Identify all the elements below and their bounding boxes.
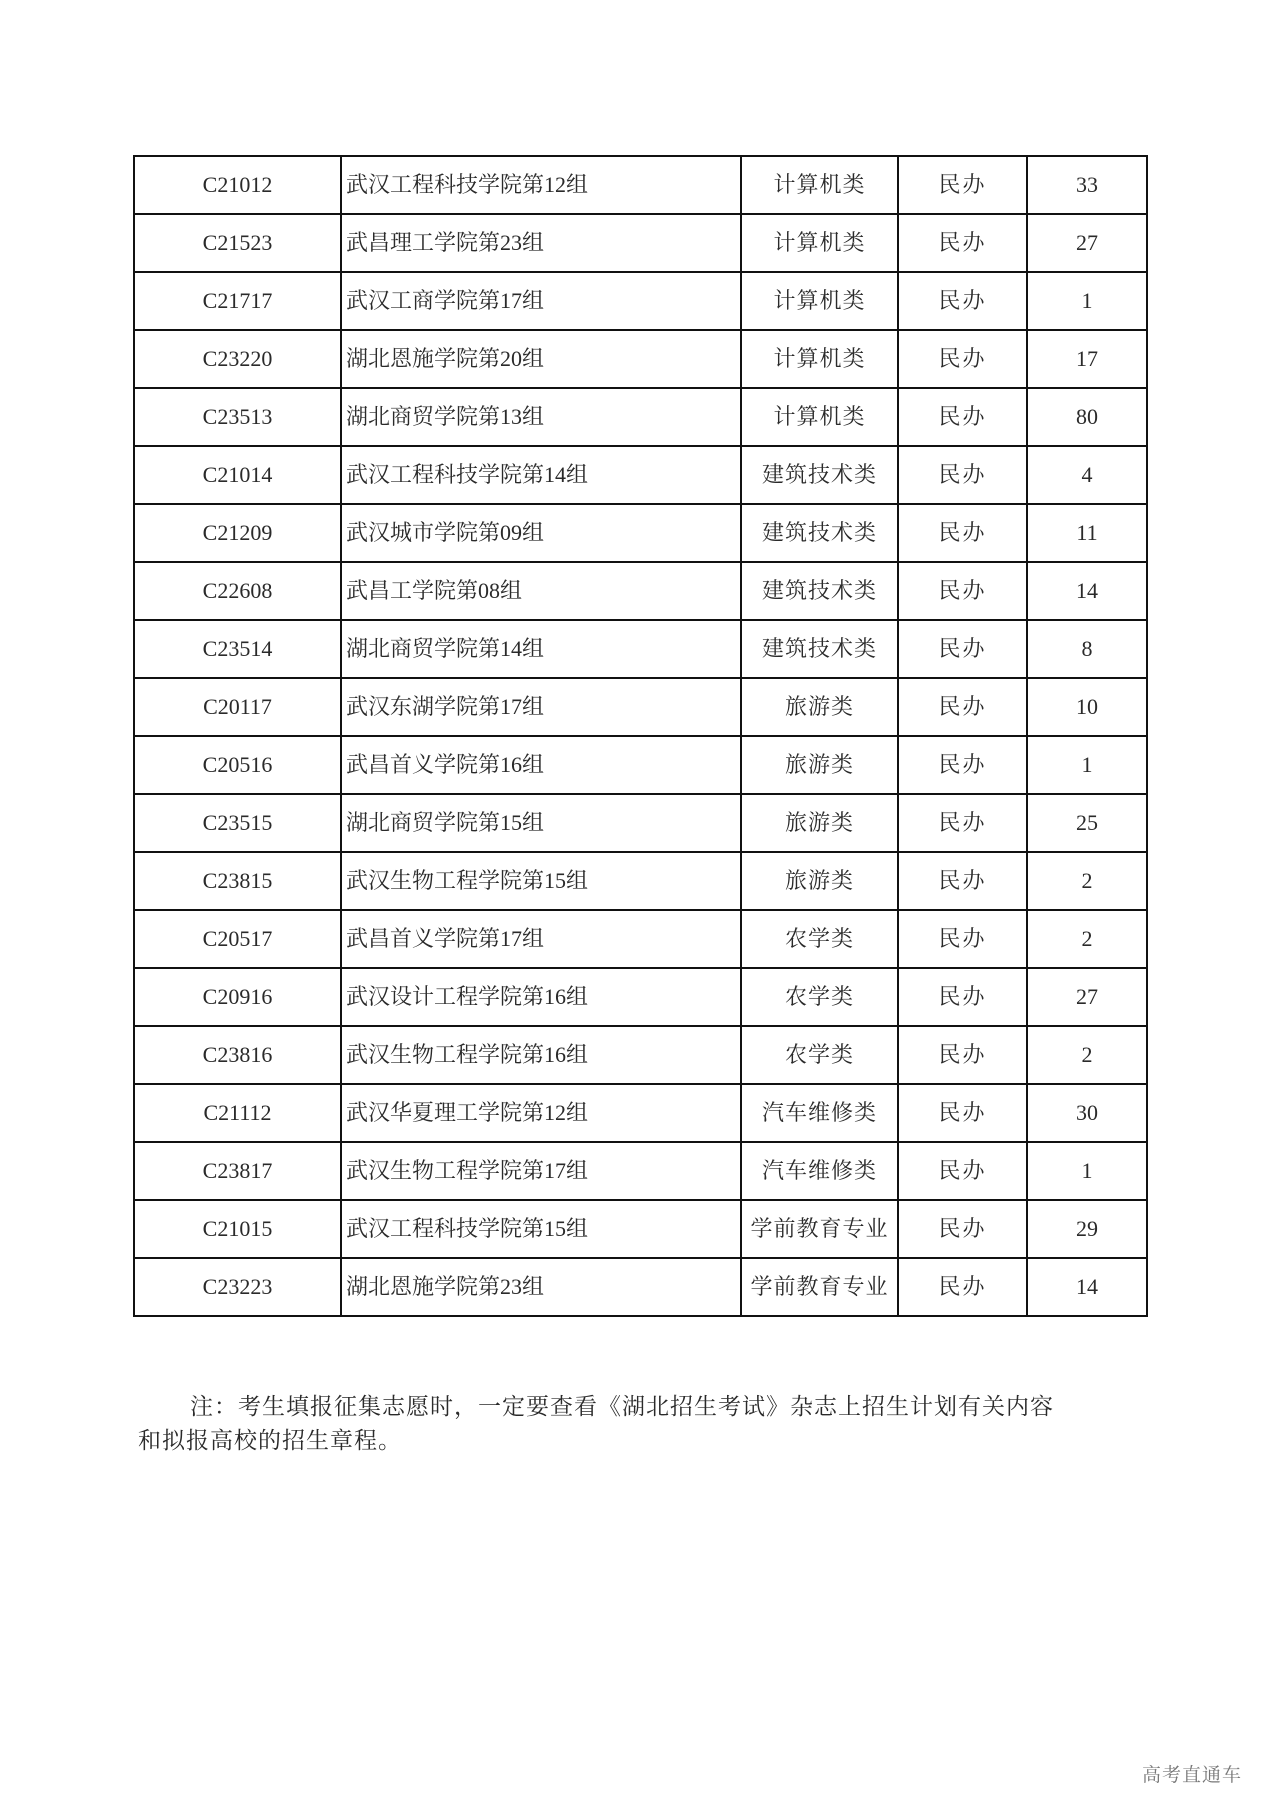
group-code-cell: C23815: [134, 852, 341, 910]
table-row: [134, 504, 1147, 562]
table-row: [134, 562, 1147, 620]
category-cell: 建筑技术类: [741, 562, 898, 620]
group-code-cell: C20516: [134, 736, 341, 794]
school-group-cell: 武汉华夏理工学院第12组: [341, 1084, 741, 1142]
plan-count-cell: 10: [1027, 678, 1147, 736]
category-cell: 计算机类: [741, 156, 898, 214]
plan-count-cell: 14: [1027, 562, 1147, 620]
school-group-cell: 武汉城市学院第09组: [341, 504, 741, 562]
plan-count-cell: 8: [1027, 620, 1147, 678]
group-code-cell: C20117: [134, 678, 341, 736]
ownership-cell: 民办: [898, 156, 1027, 214]
group-code-cell: C22608: [134, 562, 341, 620]
ownership-cell: 民办: [898, 678, 1027, 736]
school-group-cell: 武昌首义学院第16组: [341, 736, 741, 794]
group-code-cell: C21012: [134, 156, 341, 214]
category-cell: 旅游类: [741, 794, 898, 852]
plan-count-cell: 30: [1027, 1084, 1147, 1142]
note-line-1: [138, 1390, 1138, 1424]
ownership-cell: 民办: [898, 1142, 1027, 1200]
group-code-cell: C21523: [134, 214, 341, 272]
group-code-cell: C21209: [134, 504, 341, 562]
group-code-cell: C23514: [134, 620, 341, 678]
plan-count-cell: 11: [1027, 504, 1147, 562]
ownership-cell: 民办: [898, 1084, 1027, 1142]
school-group-cell: 湖北恩施学院第20组: [341, 330, 741, 388]
table-row: [134, 910, 1147, 968]
category-cell: 旅游类: [741, 852, 898, 910]
group-code-cell: C21112: [134, 1084, 341, 1142]
ownership-cell: 民办: [898, 794, 1027, 852]
group-code-cell: C21014: [134, 446, 341, 504]
table-row: [134, 1258, 1147, 1316]
table-row: [134, 620, 1147, 678]
ownership-cell: 民办: [898, 214, 1027, 272]
ownership-cell: 民办: [898, 620, 1027, 678]
category-cell: 旅游类: [741, 678, 898, 736]
school-group-cell: 武汉工程科技学院第12组: [341, 156, 741, 214]
plan-count-cell: 14: [1027, 1258, 1147, 1316]
group-code-cell: C23223: [134, 1258, 341, 1316]
category-cell: 农学类: [741, 968, 898, 1026]
table-row: [134, 1084, 1147, 1142]
table-row: [134, 736, 1147, 794]
plan-count-cell: 33: [1027, 156, 1147, 214]
group-code-cell: C23513: [134, 388, 341, 446]
table-row: [134, 794, 1147, 852]
ownership-cell: 民办: [898, 1258, 1027, 1316]
ownership-cell: 民办: [898, 504, 1027, 562]
category-cell: 旅游类: [741, 736, 898, 794]
table-row: [134, 678, 1147, 736]
school-group-cell: 武汉工程科技学院第14组: [341, 446, 741, 504]
ownership-cell: 民办: [898, 736, 1027, 794]
group-code-cell: C20517: [134, 910, 341, 968]
group-code-cell: C23515: [134, 794, 341, 852]
category-cell: 汽车维修类: [741, 1142, 898, 1200]
school-group-cell: 武汉东湖学院第17组: [341, 678, 741, 736]
category-cell: 学前教育专业: [741, 1200, 898, 1258]
table-row: [134, 330, 1147, 388]
category-cell: 建筑技术类: [741, 446, 898, 504]
ownership-cell: 民办: [898, 388, 1027, 446]
table-row: [134, 446, 1147, 504]
plan-count-cell: 1: [1027, 736, 1147, 794]
table-row: [134, 156, 1147, 214]
school-group-cell: 武汉工程科技学院第15组: [341, 1200, 741, 1258]
watermark-text: 高考直通车: [1142, 1764, 1243, 1786]
category-cell: 建筑技术类: [741, 620, 898, 678]
category-cell: 学前教育专业: [741, 1258, 898, 1316]
school-group-cell: 武昌理工学院第23组: [341, 214, 741, 272]
plan-count-cell: 2: [1027, 1026, 1147, 1084]
plan-count-cell: 2: [1027, 852, 1147, 910]
school-group-cell: 湖北恩施学院第23组: [341, 1258, 741, 1316]
table-row: [134, 852, 1147, 910]
category-cell: 计算机类: [741, 214, 898, 272]
plan-count-cell: 2: [1027, 910, 1147, 968]
group-code-cell: C23817: [134, 1142, 341, 1200]
table-row: [134, 214, 1147, 272]
plan-count-cell: 25: [1027, 794, 1147, 852]
note-line-2: 和拟报高校的招生章程。: [138, 1428, 402, 1453]
ownership-cell: 民办: [898, 562, 1027, 620]
category-cell: 汽车维修类: [741, 1084, 898, 1142]
group-code-cell: C21717: [134, 272, 341, 330]
enrollment-plan-table: [133, 155, 1148, 1317]
plan-count-cell: 17: [1027, 330, 1147, 388]
plan-count-cell: 80: [1027, 388, 1147, 446]
ownership-cell: 民办: [898, 852, 1027, 910]
plan-count-cell: 1: [1027, 272, 1147, 330]
school-group-cell: 武汉设计工程学院第16组: [341, 968, 741, 1026]
note-line-1-text: 注：考生填报征集志愿时，一定要查看《湖北招生考试》杂志上招生计划有关内容: [190, 1394, 1054, 1419]
table-body: [134, 156, 1147, 1316]
school-group-cell: 武汉工商学院第17组: [341, 272, 741, 330]
ownership-cell: 民办: [898, 968, 1027, 1026]
category-cell: 农学类: [741, 1026, 898, 1084]
plan-count-cell: 27: [1027, 968, 1147, 1026]
school-group-cell: 湖北商贸学院第13组: [341, 388, 741, 446]
category-cell: 农学类: [741, 910, 898, 968]
table-row: [134, 272, 1147, 330]
school-group-cell: 武汉生物工程学院第16组: [341, 1026, 741, 1084]
school-group-cell: 武昌工学院第08组: [341, 562, 741, 620]
category-cell: 计算机类: [741, 388, 898, 446]
group-code-cell: C23816: [134, 1026, 341, 1084]
ownership-cell: 民办: [898, 272, 1027, 330]
ownership-cell: 民办: [898, 1200, 1027, 1258]
category-cell: 建筑技术类: [741, 504, 898, 562]
plan-count-cell: 29: [1027, 1200, 1147, 1258]
table-row: [134, 968, 1147, 1026]
plan-count-cell: 1: [1027, 1142, 1147, 1200]
table-row: [134, 388, 1147, 446]
plan-count-cell: 27: [1027, 214, 1147, 272]
school-group-cell: 湖北商贸学院第15组: [341, 794, 741, 852]
ownership-cell: 民办: [898, 1026, 1027, 1084]
table-row: [134, 1200, 1147, 1258]
table-row: [134, 1026, 1147, 1084]
school-group-cell: 武汉生物工程学院第17组: [341, 1142, 741, 1200]
school-group-cell: 武昌首义学院第17组: [341, 910, 741, 968]
group-code-cell: C21015: [134, 1200, 341, 1258]
group-code-cell: C20916: [134, 968, 341, 1026]
ownership-cell: 民办: [898, 910, 1027, 968]
school-group-cell: 湖北商贸学院第14组: [341, 620, 741, 678]
group-code-cell: C23220: [134, 330, 341, 388]
category-cell: 计算机类: [741, 330, 898, 388]
table-row: [134, 1142, 1147, 1200]
plan-count-cell: 4: [1027, 446, 1147, 504]
school-group-cell: 武汉生物工程学院第15组: [341, 852, 741, 910]
note-paragraph: [138, 1390, 1138, 1458]
category-cell: 计算机类: [741, 272, 898, 330]
ownership-cell: 民办: [898, 330, 1027, 388]
ownership-cell: 民办: [898, 446, 1027, 504]
